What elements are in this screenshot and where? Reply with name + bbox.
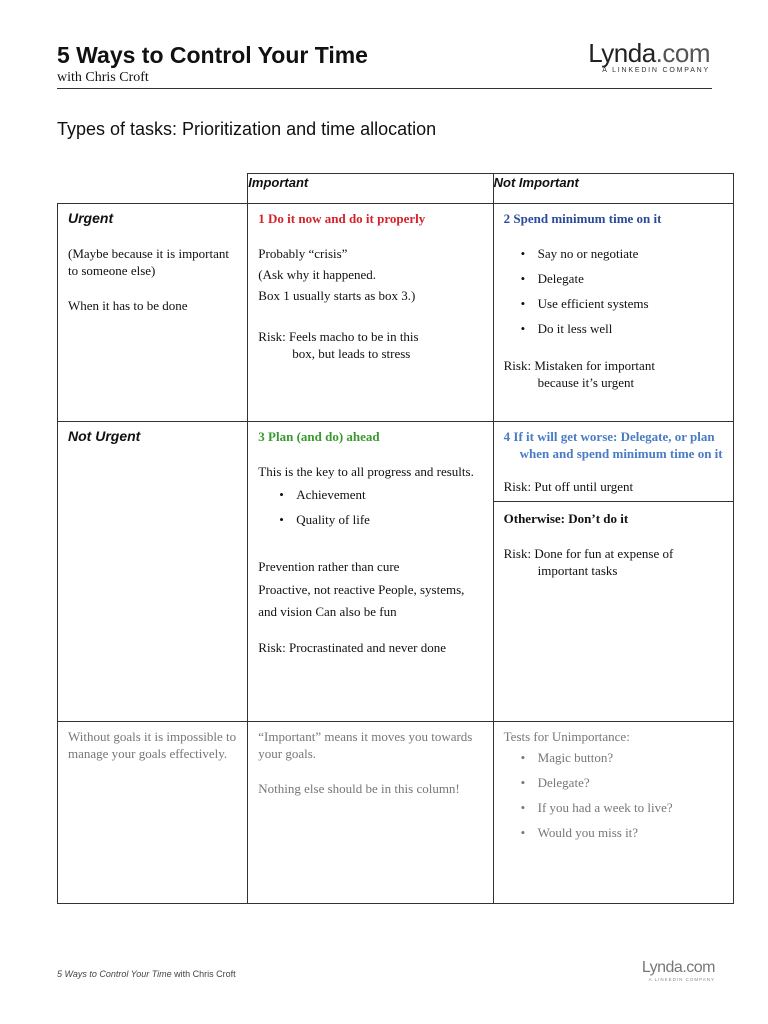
list-item: • If you had a week to live? — [538, 799, 723, 816]
unimportance-tests-title: Tests for Unimportance: — [503, 729, 630, 744]
header-row — [58, 174, 734, 204]
list-item: • Quality of life — [296, 511, 482, 528]
box-1-line-3: Box 1 usually starts as box 3.) — [258, 288, 416, 303]
list-item: • Delegate — [538, 270, 723, 287]
box-2-risk-continued: because it’s urgent — [537, 375, 635, 390]
list-item: • Would you miss it? — [538, 824, 723, 841]
goals-note: Without goals it is impossible to manage your goals effectively. — [68, 729, 237, 761]
box-3-risk: Risk: Procrastinated and never done — [258, 640, 447, 655]
box-3-intro: This is the key to all progress and results. — [258, 464, 474, 479]
urgent-label-cell — [58, 204, 248, 422]
footer-course-title: 5 Ways to Control Your Time — [57, 969, 172, 979]
footer-logo-word: Lynda — [641, 959, 683, 976]
document-subtitle: with Chris Croft — [57, 70, 149, 85]
logo-word: Lynda — [588, 38, 656, 68]
box-3-bullet-list — [258, 486, 482, 528]
box-4-cell — [493, 422, 733, 722]
list-item: • Magic button? — [538, 749, 723, 766]
box-3-line-2: Proactive, not reactive People, systems, and vision Can also be fun — [258, 582, 465, 619]
important-column-note: Nothing else should be in this column! — [258, 781, 460, 796]
box-3-line-1: Prevention rather than cure — [258, 559, 400, 574]
otherwise-title: Otherwise: Don’t do it — [503, 511, 629, 526]
logo-tagline: A LINKEDIN COMPANY — [602, 67, 710, 74]
footer-logo-tagline: A LINKEDIN COMPANY — [648, 977, 715, 982]
list-item: • Say no or negotiate — [538, 245, 723, 262]
urgent-note-2: When it has to be done — [68, 298, 188, 313]
column-header-important: Important — [248, 174, 493, 204]
list-item: • Achievement — [296, 486, 482, 503]
not-urgent-label-cell — [58, 422, 248, 722]
notes-col-1-cell — [58, 722, 248, 904]
box-1-cell — [248, 204, 493, 422]
notes-col-3-cell — [493, 722, 733, 904]
list-item: • Delegate? — [538, 774, 723, 791]
box-1-line-2: (Ask why it happened. — [258, 267, 376, 282]
box-3-cell — [248, 422, 493, 722]
document-title: 5 Ways to Control Your Time — [57, 42, 368, 68]
urgent-row — [58, 204, 734, 422]
box-1-risk: Risk: Feels macho to be in this — [258, 329, 419, 344]
lynda-logo — [588, 40, 710, 74]
otherwise-risk-continued: important tasks — [537, 563, 618, 578]
box-1-risk-continued: box, but leads to stress — [292, 346, 411, 361]
otherwise-risk: Risk: Done for fun at expense of — [503, 546, 674, 561]
notes-row — [58, 722, 734, 904]
footer-logo-wordmark — [642, 960, 715, 976]
not-urgent-row — [58, 422, 734, 722]
box-2-bullet-list — [504, 245, 723, 337]
footer-author: with Chris Croft — [171, 969, 236, 979]
box-1-line-1: Probably “crisis” — [258, 246, 348, 261]
notes-col-2-cell — [248, 722, 493, 904]
unimportance-tests-list — [504, 749, 723, 841]
logo-wordmark — [588, 40, 710, 66]
logo-com: .com — [655, 38, 710, 68]
page-footer — [57, 969, 236, 979]
empty-corner-cell — [58, 174, 248, 204]
otherwise-section — [494, 501, 733, 579]
section-title: Types of tasks: Prioritization and time allocation — [57, 119, 437, 139]
priority-matrix-table — [57, 173, 734, 904]
list-item: • Use efficient systems — [538, 295, 723, 312]
footer-lynda-logo — [642, 960, 715, 982]
footer-logo-com: .com — [682, 959, 715, 976]
document-header — [57, 40, 712, 89]
list-item: • Do it less well — [538, 320, 723, 337]
important-definition: “Important” means it moves you towards your goals. — [258, 729, 473, 761]
box-2-title: 2 Spend minimum time on it — [503, 211, 662, 226]
column-header-not-important: Not Important — [493, 174, 733, 204]
box-4-risk: Risk: Put off until urgent — [503, 479, 634, 494]
box-2-risk: Risk: Mistaken for important — [503, 358, 655, 373]
box-2-cell — [493, 204, 733, 422]
box-3-title: 3 Plan (and do) ahead — [258, 429, 380, 444]
box-1-title: 1 Do it now and do it properly — [258, 211, 426, 226]
urgent-note-1: (Maybe because it is important to someone else) — [68, 246, 230, 278]
box-4-title: 4 If it will get worse: Delegate, or plan when and spend minimum time on it — [503, 429, 723, 461]
row-header-urgent: Urgent — [68, 210, 114, 226]
row-header-not-urgent: Not Urgent — [68, 428, 141, 444]
